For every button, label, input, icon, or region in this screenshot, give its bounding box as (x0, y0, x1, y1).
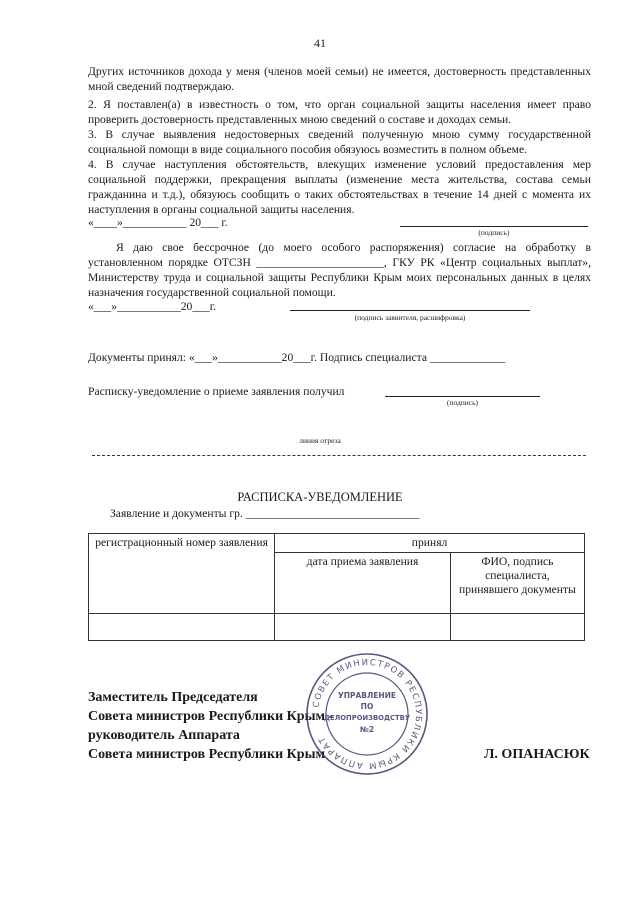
signatory-line-2: Совета министров Республики Крым - (88, 709, 334, 724)
cut-line-label: линия отреза (299, 436, 341, 445)
caption-signature-2: (подпись) (446, 398, 479, 407)
date-line-2: «___»___________20___г. (88, 300, 217, 313)
item-4: 4. В случае наступления обстоятельств, влекущих изменение условий предоставления мер социальной поддержки, прекращения выплаты (изменение места жительства, состава семьи гражданина и т.д.), обязуюсь сообщить о таких обстоятельствах в течение 14 дней с момента их наступления в органы социальной защиты населения. (88, 158, 591, 216)
signatory-line-4: Совета министров Республики Крым (88, 747, 326, 762)
signature-line-3 (385, 396, 540, 397)
receipt-table (88, 533, 585, 641)
col-reg-number: регистрационный номер заявления (89, 534, 275, 614)
receipt-received-line: Расписку-уведомление о приеме заявления получил (88, 385, 345, 398)
signature-line-1 (400, 226, 588, 227)
stamp-ring-text: СОВЕТ МИНИСТРОВ РЕСПУБЛИКИ КРЫМ АППАРАТ (311, 657, 424, 771)
signatory-line-1: Заместитель Председателя (88, 690, 258, 705)
col-date-accepted: дата приема заявления (275, 553, 451, 614)
caption-applicant: (подпись заявителя, расшифровка) (354, 313, 466, 322)
table-cell (450, 614, 584, 641)
official-stamp (305, 652, 429, 776)
caption-signature-1: (подпись) (478, 228, 510, 237)
signatory-name: Л. ОПАНАСЮК (484, 747, 590, 762)
stamp-line-4: №2 (359, 725, 375, 734)
stamp-line-2: ПО (360, 702, 374, 711)
table-cell (89, 614, 275, 641)
signatory-line-3: руководитель Аппарата (88, 728, 240, 743)
date-line-1: «____»___________ 20___ г. (88, 216, 228, 229)
stamp-line-3: ДЕЛОПРОИЗВОДСТВУ (323, 714, 411, 722)
signature-line-2 (290, 310, 530, 311)
col-specialist: ФИО, подпись специалиста, принявшего документы (450, 553, 584, 614)
consent-paragraph: Я даю свое бессрочное (до моего особого распоряжения) согласие на обработку в установленном порядке ОТСЗН ______________________, ГКУ РК «Центр социальных выплат», Министерству труда и социальной защиты Республики Крым моих персональных данных в целях назначения государственной социальной помощи. (88, 241, 591, 299)
page-number: 41 (314, 36, 326, 50)
cut-line (92, 455, 586, 456)
intro-paragraph: Других источников дохода у меня (членов моей семьи) не имеется, достоверность представленных мной сведений подтверждаю. (88, 65, 591, 93)
col-accepted: принял (275, 534, 585, 553)
stamp-line-1: УПРАВЛЕНИЕ (337, 691, 397, 700)
receipt-subtitle: Заявление и документы гр. ______________________________ (110, 507, 420, 520)
receipt-title: РАСПИСКА-УВЕДОМЛЕНИЕ (237, 490, 403, 504)
signatory-block (88, 688, 333, 764)
declaration-block (88, 64, 591, 217)
consent-block (88, 240, 591, 300)
item-3: 3. В случае выявления недостоверных сведений полученную мною сумму государственной социальной помощи в виде социального пособия обязуюсь возместить в полном объеме. (88, 128, 591, 156)
table-row (89, 614, 585, 641)
item-2: 2. Я поставлен(а) в известность о том, что орган социальной защиты населения имеет право проверить достоверность представленных мною сведений о составе и доходах семьи. (88, 98, 591, 126)
table-cell (275, 614, 451, 641)
docs-accepted-line: Документы принял: «___»___________20___г. Подпись специалиста _____________ (88, 351, 506, 364)
